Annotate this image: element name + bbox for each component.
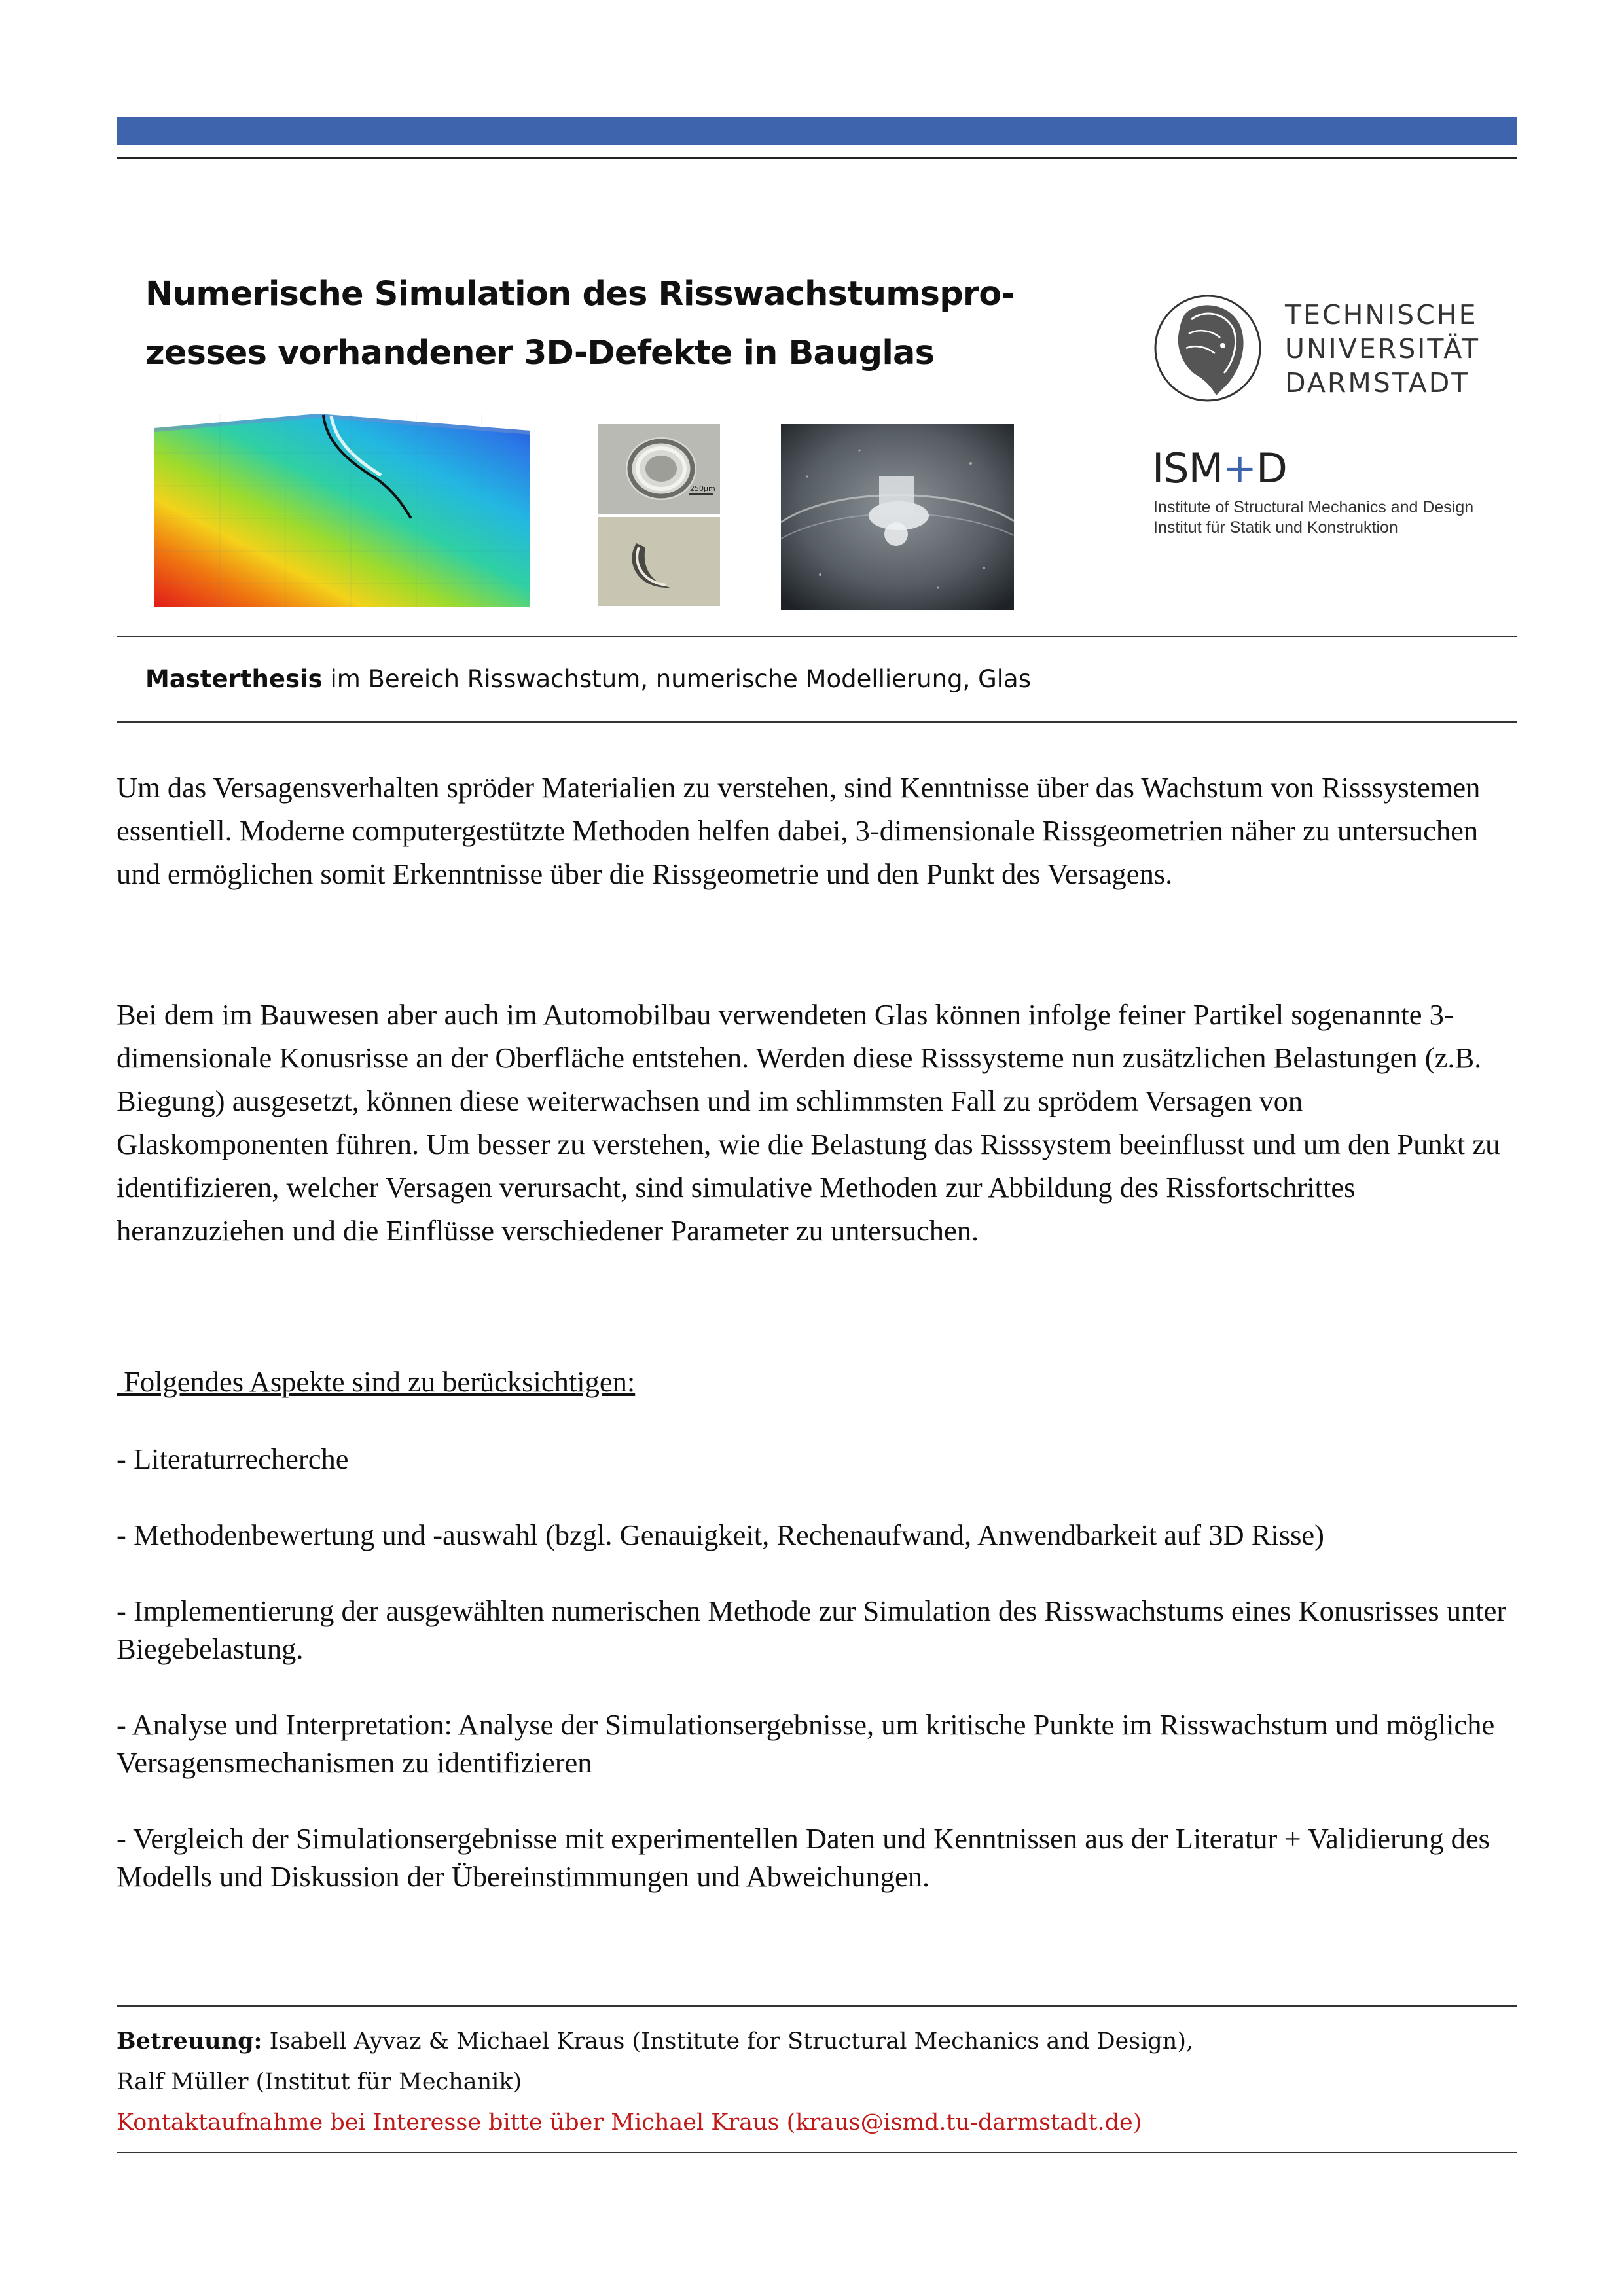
header-divider [117, 157, 1517, 159]
micrograph-crescent-crack-image [598, 517, 720, 606]
page-title [145, 265, 1114, 383]
aspects-list [117, 1440, 1517, 1895]
footer [117, 2021, 1517, 2143]
ismd-logo-plus: + [1223, 444, 1257, 492]
thesis-type-label: Masterthesis [145, 665, 323, 693]
supervision-line-2: Ralf Müller (Institut für Mechanik) [117, 2069, 522, 2095]
aspect-item: - Vergleich der Simulationsergebnisse mit experimentellen Daten und Kenntnissen aus der Literatur + Validierung des Modells und Diskussion der Übereinstimmungen und Abweichungen. [117, 1822, 1490, 1893]
ismd-sub-line-1: Institute of Structural Mechanics and Design [1153, 498, 1474, 516]
ismd-logo-suffix: D [1256, 444, 1287, 492]
aspect-item: - Analyse und Interpretation: Analyse der Simulationsergebnisse, um kritische Punkte im Risswachstum und mögliche Versagensmechanismen zu identifizieren [117, 1708, 1495, 1779]
aspect-item: - Literaturrecherche [117, 1443, 349, 1475]
micrograph-ring-crack-image [598, 424, 720, 514]
supervision-text: Isabell Ayvaz & Michael Kraus (Institute for Structural Mechanics and Design), [262, 2028, 1194, 2054]
ismd-logo [1152, 445, 1287, 492]
title-line-1: Numerische Simulation des Risswachstumspro- [145, 275, 1015, 314]
body-paragraph-2: Bei dem im Bauwesen aber auch im Automobilbau verwendeten Glas können infolge feiner Partikel sogenannte 3-dimensionale Konusrisse an der Oberfläche entstehen. Werden diese Risssysteme nun zusätzlichen Belastungen (z.B. Biegung) ausgesetzt, können diese weiterwachsen und im schlimmsten Fall zu sprödem Versagen von Glaskomponenten führen. Um besser zu verstehen, wie die Belastung das Risssystem beeinflusst und um den Punkt zu identifizieren, welcher Versagen verursacht, sind simulative Methoden zur Abbildung des Rissfortschrittes heranzuziehen und die Einflüsse verschiedener Parameter zu untersuchen. [117, 998, 1500, 1247]
title-line-2: zesses vorhandener 3D-Defekte in Bauglas [145, 334, 935, 372]
aspects-heading: Folgendes Aspekte sind zu berücksichtigen: [117, 1365, 636, 1398]
thesis-topic-text: im Bereich Risswachstum, numerische Modellierung, Glas [322, 665, 1031, 693]
supervision-line [117, 2021, 1517, 2062]
subtitle-top-divider [117, 636, 1517, 637]
tu-darmstadt-athena-logo [1152, 288, 1263, 408]
tud-line-1: TECHNISCHE [1285, 299, 1478, 331]
tu-darmstadt-wordmark [1285, 298, 1480, 400]
micrograph-scale-label: 250µm [690, 484, 715, 493]
thesis-subtitle [145, 659, 1031, 700]
ismd-sub-line-2: Institut für Statik und Konstruktion [1153, 518, 1398, 537]
tud-line-2: UNIVERSITÄT [1285, 333, 1481, 365]
body-paragraph-1: Um das Versagensverhalten spröder Materialien zu verstehen, sind Kenntnisse über das Wachstum von Risssystemen essentiell. Moderne computergestützte Methoden helfen dabei, 3-dimensionale Rissgeometrien näher zu untersuchen und ermöglichen somit Erkenntnisse über die Rissgeometrie und den Punkt des Versagens. [117, 771, 1481, 890]
footer-bottom-divider [117, 2152, 1517, 2153]
ismd-logo-prefix: ISM [1152, 444, 1223, 492]
tud-line-3: DARMSTADT [1285, 367, 1470, 399]
header-accent-bar [117, 117, 1517, 145]
subtitle-bottom-divider [117, 721, 1517, 723]
footer-top-divider [117, 2005, 1517, 2007]
simulation-contour-image [154, 414, 530, 607]
supervision-label: Betreuung: [117, 2028, 262, 2054]
contact-info: Kontaktaufnahme bei Interesse bitte über Michael Kraus (kraus@ismd.tu-darmstadt.de) [117, 2109, 1142, 2136]
cone-crack-photo-image [781, 424, 1014, 610]
aspect-item: - Implementierung der ausgewählten numerischen Methode zur Simulation des Risswachstums eines Konusrisses unter Biegebelastung. [117, 1594, 1507, 1665]
aspect-item: - Methodenbewertung und -auswahl (bzgl. Genauigkeit, Rechenaufwand, Anwendbarkeit auf 3D Risse) [117, 1518, 1324, 1551]
ismd-institute-names [1153, 497, 1473, 538]
